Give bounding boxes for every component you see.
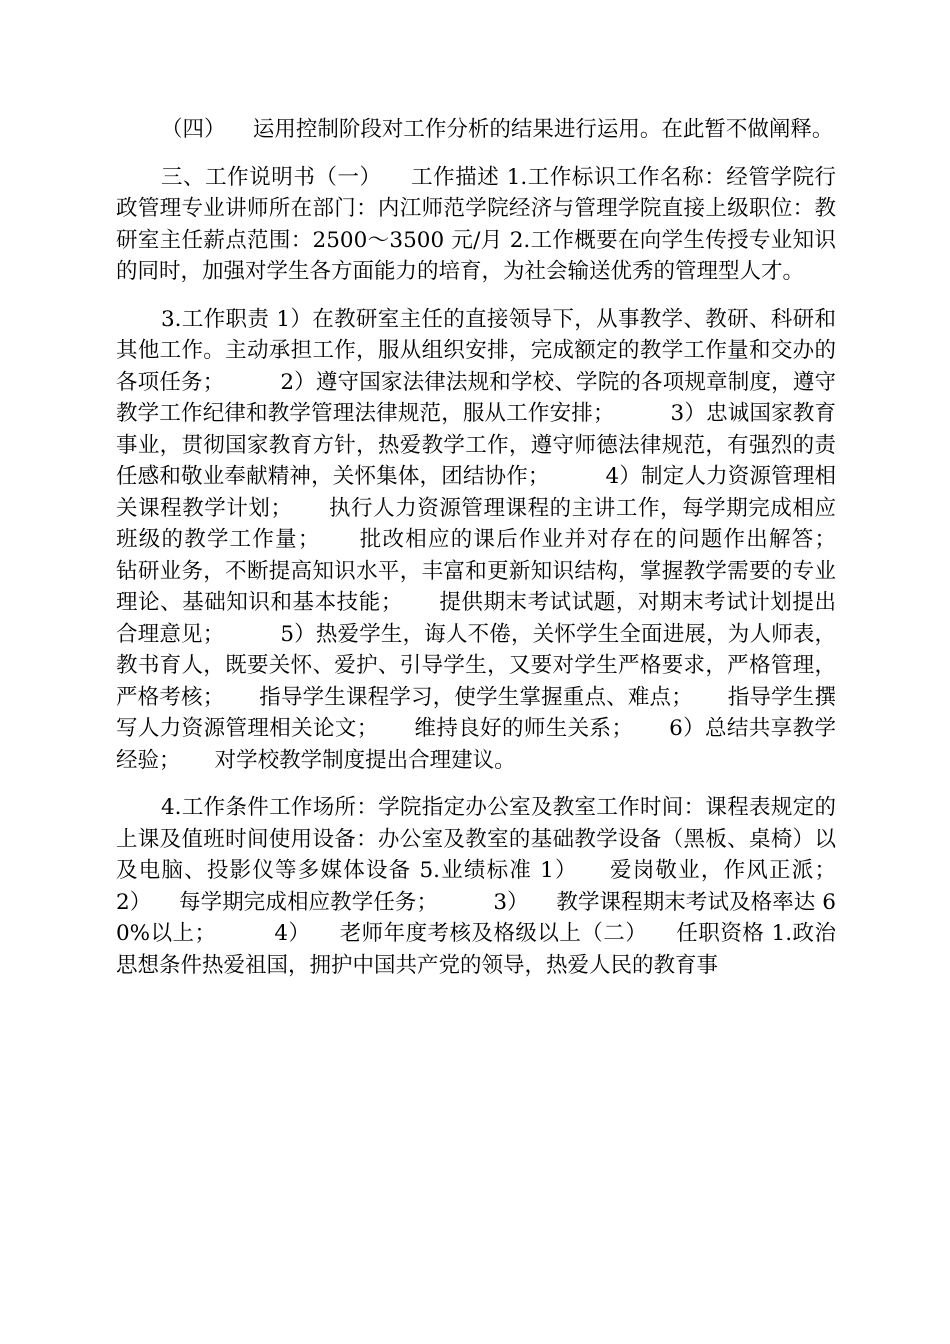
paragraph-work-conditions: 4.工作条件工作场所：学院指定办公室及教室工作时间：课程表规定的上课及值班时间使用设备：办公室及教室的基础教学设备（黑板、桌椅）以及电脑、投影仪等多媒体设备 5.业绩标准 1） 爱岗敬业，作风正派； 2） 每学期完成相应教学任务； 3） 教学课程期末考试及格率达 60%以上； 4） 老师年度考核及格级以上（二） 任职资格 1.政治思想条件热爱祖国，拥护中国共产党的领导，热爱人民的教育事 <box>116 795 891 978</box>
paragraph-control-stage: （四） 运用控制阶段对工作分析的结果进行运用。在此暂不做阐释。 <box>161 117 834 142</box>
document-page <box>116 114 891 981</box>
paragraph-job-description: 三、工作说明书（一） 工作描述 1.工作标识工作名称：经管学院行政管理专业讲师所在部门：内江师范学院经济与管理学院直接上级职位：教研室主任薪点范围：2500～3500 元/月 2.工作概要在向学生传授专业知识的同时，加强对学生各方面能力的培育，为社会输送优秀的管理型人才。 <box>116 164 836 284</box>
paragraph-job-duties: 3.工作职责 1）在教研室主任的直接领导下，从事教学、教研、科研和其他工作。主动承担工作，服从组织安排，完成额定的教学工作量和交办的各项任务； 2）遵守国家法律法规和学校、学院的各项规章制度，遵守教学工作纪律和教学管理法律规范，服从工作安排； 3）忠诚国家教育事业，贯彻国家教育方针，热爱教学工作，遵守师德法律规范，有强烈的责任感和敬业奉献精神，关怀集体，团结协作； 4）制定人力资源管理相关课程教学计划； 执行人力资源管理课程的主讲工作，每学期完成相应班级的教学工作量； 批改相应的课后作业并对存在的问题作出解答； 钻研业务，不断提高知识水平，丰富和更新知识结构，掌握教学需要的专业理论、基础知识和基本技能； 提供期末考试试题，对期末考试计划提出合理意见； 5）热爱学生，诲人不倦，关怀学生全面进展，为人师表，教书育人，既要关怀、爱护、引导学生，又要对学生严格要求，严格管理，严格考核； 指导学生课程学习，使学生掌握重点、难点； 指导学生撰写人力资源管理相关论文； 维持良好的师生关系； 6）总结共享教学经验； 对学校教学制度提出合理建议。 <box>116 306 871 773</box>
